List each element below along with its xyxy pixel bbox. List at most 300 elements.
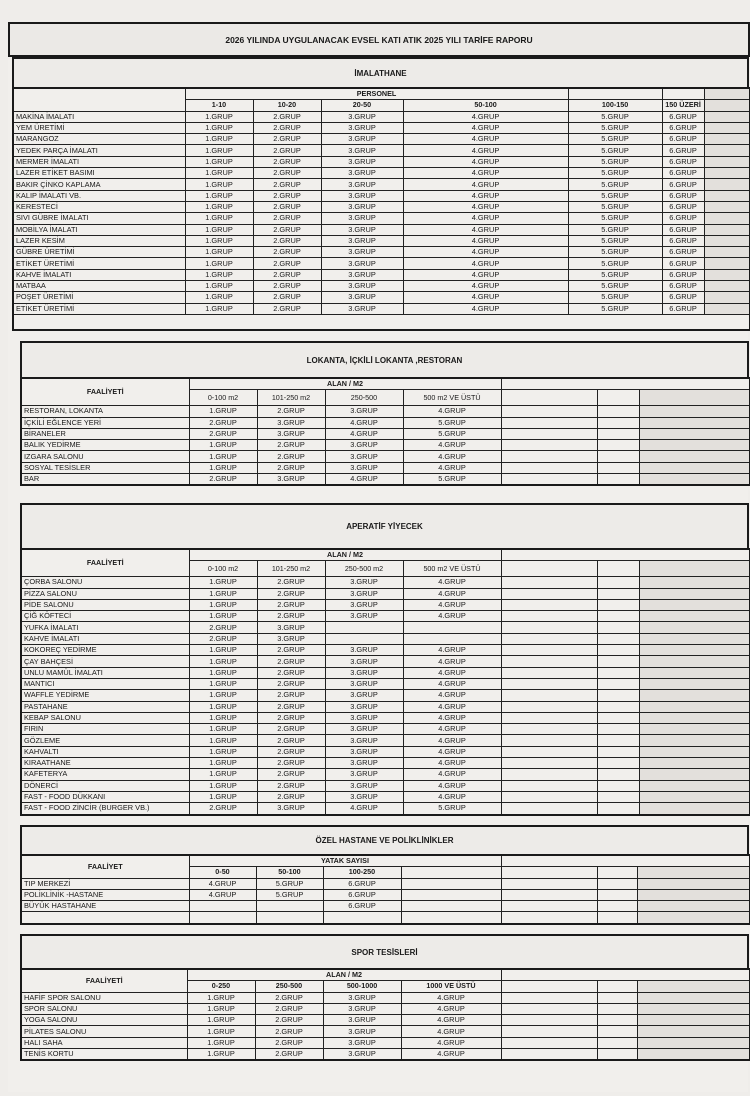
blank-cell xyxy=(597,577,639,588)
blank-cell xyxy=(597,622,639,633)
blank-cell xyxy=(637,992,750,1003)
group-cell: 3.GRUP xyxy=(325,712,403,723)
table-row xyxy=(13,190,750,201)
group-cell: 2.GRUP xyxy=(253,213,321,224)
group-cell: 3.GRUP xyxy=(325,667,403,678)
column-header: 1-10 xyxy=(185,100,253,111)
group-cell: 6.GRUP xyxy=(662,156,704,167)
blank-cell xyxy=(501,855,750,867)
activity-name: UNLU MAMÜL İMALATI xyxy=(21,667,189,678)
group-cell: 3.GRUP xyxy=(321,145,403,156)
table-lokanta xyxy=(20,377,750,486)
group-cell: 5.GRUP xyxy=(568,156,662,167)
group-cell: 1.GRUP xyxy=(189,780,257,791)
table-row xyxy=(21,633,750,644)
blank-cell xyxy=(704,179,750,190)
activity-name: MATBAA xyxy=(13,281,185,292)
group-cell: 5.GRUP xyxy=(256,889,323,900)
group-cell: 4.GRUP xyxy=(403,667,501,678)
activity-name: BAKIR ÇİNKO KAPLAMA xyxy=(13,179,185,190)
blank-cell xyxy=(501,735,597,746)
blank-cell xyxy=(639,667,750,678)
blank-cell xyxy=(637,889,750,900)
activity-name: TIP MERKEZİ xyxy=(21,878,189,889)
activity-name: FAST - FOOD ZİNCİR (BURGER VB.) xyxy=(21,803,189,815)
blank-cell xyxy=(704,258,750,269)
group-cell xyxy=(325,633,403,644)
group-cell: 2.GRUP xyxy=(189,622,257,633)
blank-cell xyxy=(597,417,639,428)
group-cell: 1.GRUP xyxy=(189,769,257,780)
group-cell: 4.GRUP xyxy=(403,156,568,167)
activity-name: KIRAATHANE xyxy=(21,758,189,769)
blank-cell xyxy=(597,746,639,757)
group-cell: 3.GRUP xyxy=(325,690,403,701)
group-cell: 3.GRUP xyxy=(325,701,403,712)
blank-cell xyxy=(639,599,750,610)
group-cell: 4.GRUP xyxy=(403,247,568,258)
group-cell: 3.GRUP xyxy=(321,201,403,212)
blank-cell xyxy=(639,633,750,644)
group-cell: 2.GRUP xyxy=(255,1015,323,1026)
blank-cell xyxy=(597,889,637,900)
group-cell: 3.GRUP xyxy=(323,1015,401,1026)
group-cell: 1.GRUP xyxy=(185,156,253,167)
table-row xyxy=(21,746,750,757)
activity-name: MOBİLYA İMALATI xyxy=(13,224,185,235)
group-cell: 1.GRUP xyxy=(189,462,257,473)
activity-name: GÖZLEME xyxy=(21,735,189,746)
group-cell: 1.GRUP xyxy=(185,247,253,258)
blank-cell xyxy=(597,440,639,451)
section-title-hastane: ÖZEL HASTANE VE POLİKLİNİKLER xyxy=(20,825,749,854)
group-cell: 5.GRUP xyxy=(568,292,662,303)
blank-cell xyxy=(597,656,639,667)
group-cell: 4.GRUP xyxy=(403,746,501,757)
blank-cell xyxy=(639,791,750,802)
group-cell: 3.GRUP xyxy=(321,190,403,201)
group-cell: 2.GRUP xyxy=(253,269,321,280)
group-cell: 5.GRUP xyxy=(568,258,662,269)
group-cell: 2.GRUP xyxy=(189,474,257,486)
group-cell: 2.GRUP xyxy=(255,1049,323,1061)
group-header: ALAN / M2 xyxy=(189,378,501,390)
group-cell: 6.GRUP xyxy=(662,281,704,292)
table-row xyxy=(21,791,750,802)
table-row xyxy=(21,1003,750,1014)
blank-cell xyxy=(501,758,597,769)
group-cell: 1.GRUP xyxy=(187,1026,255,1037)
blank-cell xyxy=(501,889,597,900)
group-cell: 4.GRUP xyxy=(403,303,568,314)
group-cell: 2.GRUP xyxy=(257,701,325,712)
group-cell: 6.GRUP xyxy=(662,213,704,224)
group-cell: 1.GRUP xyxy=(185,235,253,246)
activity-name: HAFİF SPOR SALONU xyxy=(21,992,187,1003)
blank-cell xyxy=(597,611,639,622)
group-cell: 4.GRUP xyxy=(403,224,568,235)
group-cell: 5.GRUP xyxy=(568,247,662,258)
group-cell: 5.GRUP xyxy=(256,878,323,889)
table-row-empty xyxy=(13,314,750,330)
group-cell: 2.GRUP xyxy=(257,611,325,622)
group-cell: 5.GRUP xyxy=(403,417,501,428)
section-title-imalathane: İMALATHANE xyxy=(12,57,749,87)
activity-name: ÇORBA SALONU xyxy=(21,577,189,588)
blank-cell xyxy=(597,780,639,791)
section-title-lokanta: LOKANTA, İÇKİLİ LOKANTA ,RESTORAN xyxy=(20,341,749,377)
column-header: 0-100 m2 xyxy=(189,561,257,577)
blank-cell xyxy=(704,168,750,179)
group-cell: 1.GRUP xyxy=(185,145,253,156)
group-cell: 6.GRUP xyxy=(662,269,704,280)
group-cell: 4.GRUP xyxy=(401,1026,501,1037)
blank-cell xyxy=(597,667,639,678)
group-cell: 1.GRUP xyxy=(189,791,257,802)
group-cell: 4.GRUP xyxy=(403,577,501,588)
table-row xyxy=(13,224,750,235)
activity-name: KAHVE İMALATI xyxy=(13,269,185,280)
group-cell: 6.GRUP xyxy=(662,292,704,303)
group-cell: 2.GRUP xyxy=(253,258,321,269)
group-cell: 4.GRUP xyxy=(189,878,256,889)
table-row xyxy=(21,451,750,462)
activity-name: KALIP İMALATI VB. xyxy=(13,190,185,201)
group-header: YATAK SAYISI xyxy=(189,855,501,867)
blank-cell xyxy=(597,599,639,610)
group-cell: 2.GRUP xyxy=(255,992,323,1003)
blank-cell xyxy=(501,1015,597,1026)
blank-cell xyxy=(13,314,750,330)
blank-cell xyxy=(704,292,750,303)
blank-cell xyxy=(639,645,750,656)
group-cell: 5.GRUP xyxy=(568,145,662,156)
blank-cell xyxy=(401,878,501,889)
group-cell: 5.GRUP xyxy=(568,190,662,201)
activity-name: ETİKET ÜRETİMİ xyxy=(13,303,185,314)
group-cell: 3.GRUP xyxy=(321,224,403,235)
group-cell: 2.GRUP xyxy=(257,406,325,417)
group-cell: 1.GRUP xyxy=(185,122,253,133)
group-cell: 5.GRUP xyxy=(403,803,501,815)
blank-cell xyxy=(704,235,750,246)
group-cell: 1.GRUP xyxy=(185,111,253,122)
group-cell: 6.GRUP xyxy=(323,878,401,889)
table-row xyxy=(13,156,750,167)
column-header: 100-250 xyxy=(323,867,401,878)
column-header: 0-50 xyxy=(189,867,256,878)
group-cell: 2.GRUP xyxy=(253,303,321,314)
group-cell: 4.GRUP xyxy=(401,1037,501,1048)
blank-cell xyxy=(501,878,597,889)
group-cell: 1.GRUP xyxy=(185,201,253,212)
blank-cell xyxy=(639,746,750,757)
group-cell: 3.GRUP xyxy=(325,406,403,417)
group-cell: 4.GRUP xyxy=(403,712,501,723)
group-cell: 3.GRUP xyxy=(325,758,403,769)
group-cell: 1.GRUP xyxy=(189,451,257,462)
group-cell: 6.GRUP xyxy=(662,168,704,179)
blank-cell xyxy=(401,889,501,900)
blank-cell xyxy=(704,247,750,258)
group-cell: 1.GRUP xyxy=(185,190,253,201)
group-cell: 4.GRUP xyxy=(403,190,568,201)
group-cell: 3.GRUP xyxy=(257,622,325,633)
blank-cell xyxy=(501,622,597,633)
activity-header: FAALİYETİ xyxy=(21,969,187,992)
group-cell: 1.GRUP xyxy=(189,611,257,622)
table-row xyxy=(13,134,750,145)
blank-cell xyxy=(501,440,597,451)
blank-cell xyxy=(704,145,750,156)
blank-cell xyxy=(637,1026,750,1037)
group-cell: 4.GRUP xyxy=(403,201,568,212)
group-cell: 2.GRUP xyxy=(253,145,321,156)
group-cell: 2.GRUP xyxy=(253,111,321,122)
blank-cell xyxy=(639,561,750,577)
group-cell: 5.GRUP xyxy=(568,111,662,122)
group-cell: 4.GRUP xyxy=(403,281,568,292)
group-cell: 1.GRUP xyxy=(189,406,257,417)
column-header: 250-500 xyxy=(255,981,323,992)
group-cell: 1.GRUP xyxy=(189,577,257,588)
blank-cell xyxy=(597,645,639,656)
blank-cell xyxy=(597,406,639,417)
blank-cell xyxy=(501,599,597,610)
column-header: 50-100 xyxy=(256,867,323,878)
group-cell: 2.GRUP xyxy=(253,168,321,179)
blank-cell xyxy=(501,791,597,802)
blank-cell xyxy=(597,1026,637,1037)
group-cell xyxy=(403,633,501,644)
group-cell: 2.GRUP xyxy=(253,156,321,167)
group-cell: 2.GRUP xyxy=(257,656,325,667)
blank-cell xyxy=(401,912,501,924)
group-cell: 3.GRUP xyxy=(325,746,403,757)
blank-cell xyxy=(501,588,597,599)
group-cell: 2.GRUP xyxy=(257,724,325,735)
blank-cell xyxy=(501,417,597,428)
column-header: 1000 VE ÜSTÜ xyxy=(401,981,501,992)
blank-cell xyxy=(639,701,750,712)
group-cell: 4.GRUP xyxy=(403,724,501,735)
table-row xyxy=(13,281,750,292)
blank-cell xyxy=(597,561,639,577)
activity-name: KAFETERYA xyxy=(21,769,189,780)
activity-header: FAALİYETİ xyxy=(21,549,189,577)
column-header: 250-500 xyxy=(325,390,403,406)
activity-name: YEDEK PARÇA İMALATI xyxy=(13,145,185,156)
group-cell: 3.GRUP xyxy=(257,428,325,439)
table-row-empty xyxy=(21,912,750,924)
group-cell xyxy=(256,901,323,912)
activity-name: POŞET ÜRETİMİ xyxy=(13,292,185,303)
blank-cell xyxy=(501,701,597,712)
group-cell: 3.GRUP xyxy=(321,213,403,224)
group-cell: 3.GRUP xyxy=(321,111,403,122)
table-row xyxy=(13,303,750,314)
table-row xyxy=(13,111,750,122)
group-cell: 4.GRUP xyxy=(403,780,501,791)
group-cell: 1.GRUP xyxy=(189,758,257,769)
column-header: 250-500 m2 xyxy=(325,561,403,577)
table-row xyxy=(13,122,750,133)
group-cell: 2.GRUP xyxy=(257,712,325,723)
activity-name: YUFKA İMALATI xyxy=(21,622,189,633)
group-cell: 3.GRUP xyxy=(325,645,403,656)
blank-cell xyxy=(639,577,750,588)
blank-cell xyxy=(597,981,637,992)
blank-cell xyxy=(637,878,750,889)
blank-cell xyxy=(704,281,750,292)
column-header: 150 ÜZERİ xyxy=(662,100,704,111)
column-header: 101-250 m2 xyxy=(257,561,325,577)
blank-cell xyxy=(597,878,637,889)
group-cell: 3.GRUP xyxy=(325,462,403,473)
activity-name: MAKİNA İMALATI xyxy=(13,111,185,122)
table-row xyxy=(21,758,750,769)
table-imalathane xyxy=(12,87,750,331)
table-row xyxy=(21,712,750,723)
group-cell: 6.GRUP xyxy=(662,190,704,201)
column-header: 500 m2 VE ÜSTÜ xyxy=(403,561,501,577)
group-cell: 1.GRUP xyxy=(187,1003,255,1014)
group-cell: 2.GRUP xyxy=(189,633,257,644)
blank-cell xyxy=(501,678,597,689)
column-header: 500-1000 xyxy=(323,981,401,992)
activity-name: KAHVALTI xyxy=(21,746,189,757)
table-row xyxy=(21,428,750,439)
group-cell: 4.GRUP xyxy=(403,292,568,303)
group-cell: 3.GRUP xyxy=(325,791,403,802)
blank-cell xyxy=(597,992,637,1003)
group-cell: 4.GRUP xyxy=(401,1049,501,1061)
group-cell: 3.GRUP xyxy=(321,292,403,303)
group-cell: 4.GRUP xyxy=(403,213,568,224)
table-row xyxy=(21,701,750,712)
group-cell: 4.GRUP xyxy=(401,1003,501,1014)
group-cell: 4.GRUP xyxy=(403,690,501,701)
blank-cell xyxy=(501,712,597,723)
blank-cell xyxy=(597,701,639,712)
group-cell: 1.GRUP xyxy=(185,269,253,280)
group-cell: 3.GRUP xyxy=(325,599,403,610)
activity-name: KEBAP SALONU xyxy=(21,712,189,723)
blank-cell xyxy=(639,724,750,735)
group-cell: 3.GRUP xyxy=(323,1003,401,1014)
group-cell: 2.GRUP xyxy=(253,122,321,133)
blank-cell xyxy=(597,678,639,689)
group-cell: 3.GRUP xyxy=(325,440,403,451)
group-cell: 2.GRUP xyxy=(189,417,257,428)
group-cell: 1.GRUP xyxy=(185,292,253,303)
group-cell: 4.GRUP xyxy=(325,417,403,428)
group-cell: 5.GRUP xyxy=(403,428,501,439)
group-cell xyxy=(403,622,501,633)
blank-cell xyxy=(637,912,750,924)
report-title: 2026 YILINDA UYGULANACAK EVSEL KATI ATIK 2025 YILI TARİFE RAPORU xyxy=(8,22,750,57)
group-cell: 3.GRUP xyxy=(323,1037,401,1048)
group-cell: 5.GRUP xyxy=(568,224,662,235)
blank-cell xyxy=(637,867,750,878)
blank-cell xyxy=(501,690,597,701)
group-cell: 3.GRUP xyxy=(257,633,325,644)
blank-cell xyxy=(501,549,750,561)
table-row xyxy=(21,622,750,633)
blank-cell xyxy=(501,1049,597,1061)
table-row xyxy=(21,1015,750,1026)
blank-cell xyxy=(597,867,637,878)
group-cell: 4.GRUP xyxy=(325,428,403,439)
blank-cell xyxy=(597,428,639,439)
group-cell: 2.GRUP xyxy=(257,746,325,757)
group-cell: 5.GRUP xyxy=(568,303,662,314)
blank-cell xyxy=(256,912,323,924)
blank-cell xyxy=(597,712,639,723)
activity-header: FAALİYET xyxy=(21,855,189,878)
blank-cell xyxy=(597,735,639,746)
group-cell: 4.GRUP xyxy=(403,111,568,122)
table-row xyxy=(21,406,750,417)
blank-cell xyxy=(639,428,750,439)
group-cell: 5.GRUP xyxy=(568,213,662,224)
group-cell: 6.GRUP xyxy=(662,303,704,314)
activity-name: ÇİĞ KÖFTECİ xyxy=(21,611,189,622)
blank-cell xyxy=(501,611,597,622)
group-cell: 1.GRUP xyxy=(189,712,257,723)
group-cell: 2.GRUP xyxy=(257,599,325,610)
group-cell: 4.GRUP xyxy=(403,179,568,190)
group-cell: 4.GRUP xyxy=(403,451,501,462)
group-cell: 4.GRUP xyxy=(403,645,501,656)
blank-cell xyxy=(501,462,597,473)
group-cell: 3.GRUP xyxy=(325,678,403,689)
group-cell: 3.GRUP xyxy=(325,588,403,599)
group-cell: 4.GRUP xyxy=(403,599,501,610)
group-cell: 4.GRUP xyxy=(403,462,501,473)
group-cell: 2.GRUP xyxy=(255,1037,323,1048)
column-header: 10-20 xyxy=(253,100,321,111)
group-cell: 4.GRUP xyxy=(403,145,568,156)
blank-cell xyxy=(189,912,256,924)
blank-cell xyxy=(597,462,639,473)
activity-name: LAZER ETİKET BASIMI xyxy=(13,168,185,179)
activity-name: MARANGOZ xyxy=(13,134,185,145)
blank-cell xyxy=(704,213,750,224)
table-row xyxy=(21,588,750,599)
group-cell: 3.GRUP xyxy=(325,451,403,462)
group-cell: 2.GRUP xyxy=(257,758,325,769)
blank-cell xyxy=(597,724,639,735)
blank-cell xyxy=(597,912,637,924)
blank-cell xyxy=(704,224,750,235)
group-cell: 3.GRUP xyxy=(321,281,403,292)
group-cell: 5.GRUP xyxy=(568,122,662,133)
blank-cell xyxy=(501,474,597,486)
group-cell: 2.GRUP xyxy=(253,224,321,235)
table-row xyxy=(13,269,750,280)
group-cell: 4.GRUP xyxy=(401,992,501,1003)
table-row xyxy=(13,235,750,246)
group-cell: 3.GRUP xyxy=(321,134,403,145)
group-cell: 2.GRUP xyxy=(253,190,321,201)
blank-cell xyxy=(639,622,750,633)
group-cell: 5.GRUP xyxy=(568,168,662,179)
group-cell: 4.GRUP xyxy=(325,803,403,815)
group-cell: 4.GRUP xyxy=(403,678,501,689)
group-cell: 1.GRUP xyxy=(189,735,257,746)
group-cell: 3.GRUP xyxy=(321,156,403,167)
